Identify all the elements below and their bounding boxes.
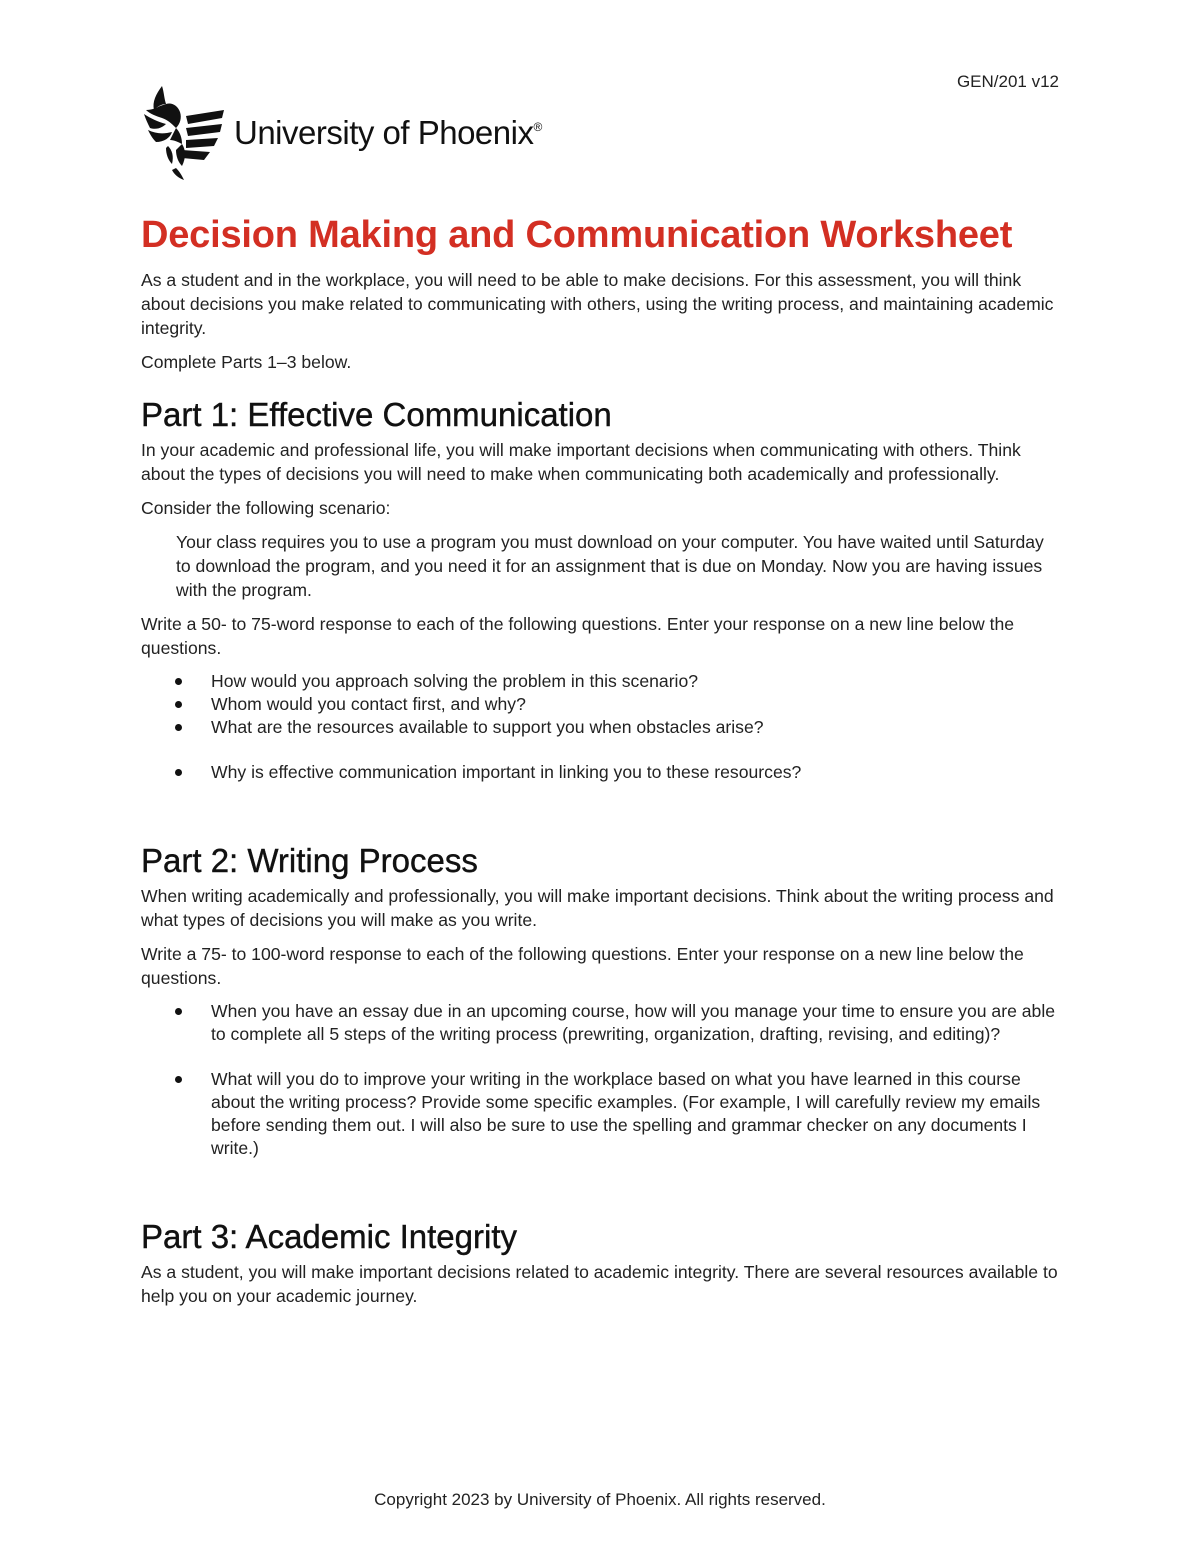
question-text: What will you do to improve your writing in the workplace based on what you have learned in this course about the writing process? Provide some specific examples. (For example, I will carefully review my emails before sending them out. I will also be sure to use the spelling and grammar checker on any documents I write.)	[211, 1069, 1041, 1158]
registered-mark: ®	[533, 120, 542, 134]
part2-question-list	[141, 1000, 1061, 1160]
list-item	[141, 761, 1061, 784]
part1-paragraph: In your academic and professional life, you will make important decisions when communicating with others. Think about the types of decisions you will need to make when communicating both academically and professionally.	[141, 440, 1021, 484]
part1-instructions: Write a 50- to 75-word response to each of the following questions. Enter your response on a new line below the questions.	[141, 614, 1015, 658]
bullet-icon	[175, 678, 182, 685]
page-title: Decision Making and Communication Worksheet	[141, 214, 1013, 256]
part3-paragraph: As a student, you will make important decisions related to academic integrity. There are several resources available to help you on your academic journey.	[141, 1262, 1058, 1306]
part3-heading: Part 3: Academic Integrity	[141, 1218, 518, 1255]
intro-instructions: Complete Parts 1–3 below.	[141, 352, 352, 372]
part2-instructions: Write a 75- to 100-word response to each of the following questions. Enter your response on a new line below the questions.	[141, 944, 1024, 988]
list-item	[141, 1000, 1061, 1046]
part1-question-list	[141, 670, 1061, 784]
document-body	[141, 210, 1061, 1308]
logo-wordmark	[234, 114, 542, 152]
bullet-icon	[175, 1008, 182, 1015]
question-text: What are the resources available to support you when obstacles arise?	[211, 717, 764, 737]
question-text: How would you approach solving the problem in this scenario?	[211, 671, 699, 691]
copyright-footer: Copyright 2023 by University of Phoenix. All rights reserved.	[374, 1490, 826, 1509]
part2-paragraph: When writing academically and professionally, you will make important decisions. Think about the writing process and what types of decisions you will make as you write.	[141, 886, 1054, 930]
list-item	[141, 693, 1061, 716]
question-text: When you have an essay due in an upcoming course, how will you manage your time to ensure you are able to complete all 5 steps of the writing process (prewriting, organization, drafting, revising, and editing)?	[211, 1001, 1056, 1044]
list-item	[141, 716, 1061, 739]
document-code: GEN/201 v12	[956, 72, 1059, 91]
bullet-icon	[175, 769, 182, 776]
bullet-icon	[175, 1076, 182, 1083]
bullet-icon	[175, 724, 182, 731]
question-text: Whom would you contact first, and why?	[211, 694, 526, 714]
logo-text: University of Phoenix	[234, 114, 534, 151]
phoenix-bird-icon	[142, 84, 226, 180]
part1-heading: Part 1: Effective Communication	[141, 396, 612, 433]
question-text: Why is effective communication important in linking you to these resources?	[211, 762, 802, 782]
part1-scenario-lead: Consider the following scenario:	[141, 498, 391, 518]
intro-paragraph: As a student and in the workplace, you will need to be able to make decisions. For this assessment, you will think about decisions you make related to communicating with others, using the writing process, and maintaining academic integrity.	[141, 270, 1054, 338]
list-item	[141, 670, 1061, 693]
bullet-icon	[175, 701, 182, 708]
part2-heading: Part 2: Writing Process	[141, 842, 478, 879]
university-logo	[142, 84, 562, 180]
part1-scenario: Your class requires you to use a program you must download on your computer. You have waited until Saturday to download the program, and you need it for an assignment that is due on Monday. Now you are having issues with the program.	[176, 532, 1044, 600]
list-item	[141, 1068, 1061, 1160]
